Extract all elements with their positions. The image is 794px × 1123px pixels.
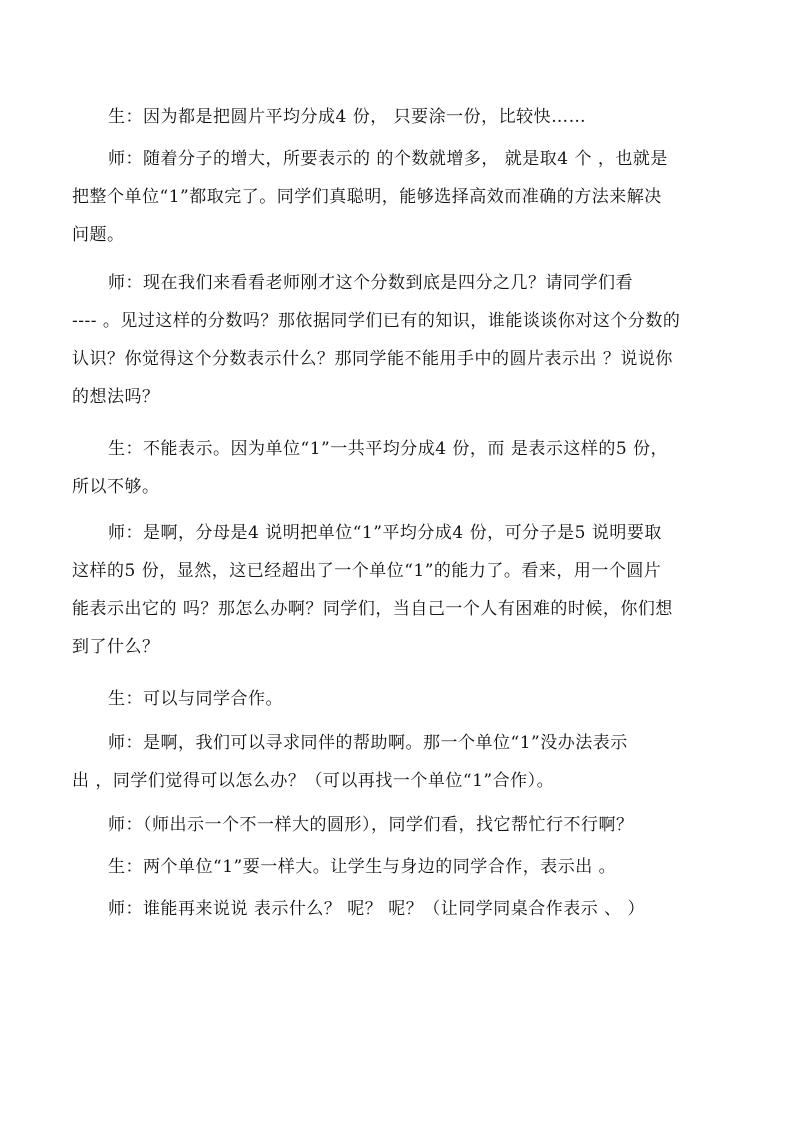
text-line: 师：（师出示一个不一样大的圆形），同学们看，找它帮忙行不行啊？ xyxy=(108,815,634,835)
text-line: 认识？你觉得这个分数表示什么？那同学能不能用手中的圆片表示出 ？说说你 xyxy=(72,349,673,369)
text-line: 到了什么？ xyxy=(72,637,160,657)
paragraph-7 xyxy=(72,724,732,800)
text-line: 师：是啊，我们可以寻求同伴的帮助啊。那一个单位“1”没办法表示 xyxy=(108,733,628,753)
paragraph-10 xyxy=(72,890,732,928)
text-line: 师：现在我们来看看老师刚才这个分数到底是四分之几？请同学们看 xyxy=(108,273,633,293)
text-line: ---- 。见过这样的分数吗？那依据同学们已有的知识，谁能谈谈你对这个分数的 xyxy=(72,311,681,331)
text-line: 师：谁能再来说说 表示什么？ 呢？ 呢？（让同学同桌合作表示 、 ） xyxy=(108,899,646,919)
text-line: 出 ，同学们觉得可以怎么办？（可以再找一个单位“1”合作）。 xyxy=(72,771,555,791)
text-line: 的想法吗？ xyxy=(72,387,160,407)
paragraph-5 xyxy=(72,514,732,666)
paragraph-1 xyxy=(72,98,732,136)
text-line: 师：是啊，分母是4 说明把单位“1”平均分成4 份，可分子是5 说明要取 xyxy=(108,523,662,543)
paragraph-9 xyxy=(72,848,732,886)
paragraph-4 xyxy=(72,430,732,506)
text-line: 生：可以与同学合作。 xyxy=(108,689,283,709)
text-line: 问题。 xyxy=(72,225,125,245)
text-line: 把整个单位“1”都取完了。同学们真聪明，能够选择高效而准确的方法来解决 xyxy=(72,187,662,207)
paragraph-6 xyxy=(72,680,732,718)
paragraph-2 xyxy=(72,140,732,254)
paragraph-3 xyxy=(72,264,732,416)
text-line: 能表示出它的 吗？那怎么办啊？同学们，当自己一个人有困难的时候，你们想 xyxy=(72,599,673,619)
text-line: 师：随着分子的增大，所要表示的 的个数就增多， 就是取4 个 ，也就是 xyxy=(108,149,668,169)
text-line: 这样的5 份，显然，这已经超出了一个单位“1”的能力了。看来，用一个圆片 xyxy=(72,561,662,581)
paragraph-8 xyxy=(72,806,732,844)
text-line: 生：因为都是把圆片平均分成4 份， 只要涂一份，比较快…… xyxy=(108,107,587,127)
text-line: 生：两个单位“1”要一样大。让学生与身边的同学合作，表示出 。 xyxy=(108,857,617,877)
text-line: 生：不能表示。因为单位“1”一共平均分成4 份，而 是表示这样的5 份， xyxy=(108,439,669,459)
text-line: 所以不够。 xyxy=(72,477,160,497)
